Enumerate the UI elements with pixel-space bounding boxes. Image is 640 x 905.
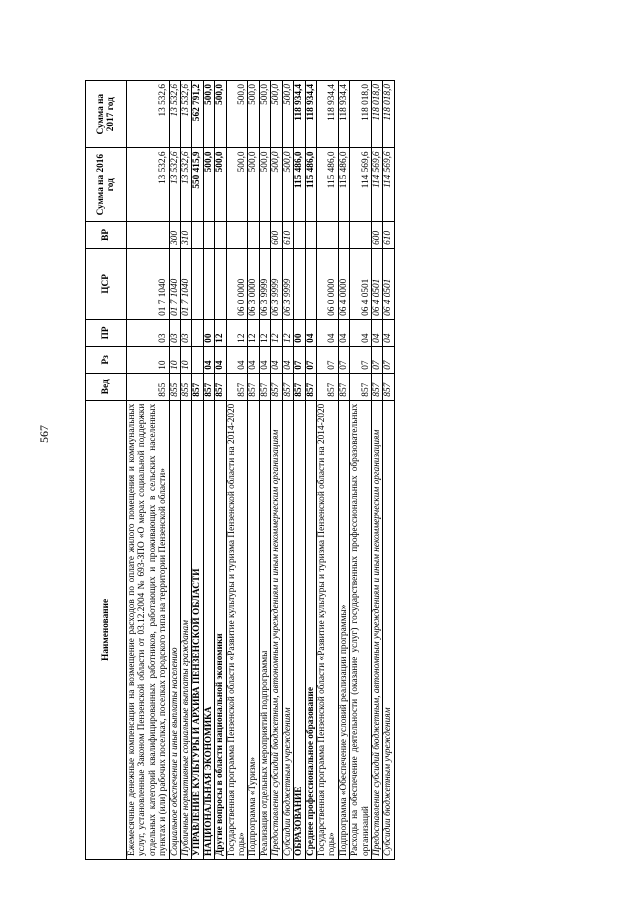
row-sum-2016: 115 486,0 — [294, 148, 305, 221]
row-rz: 04 — [282, 346, 293, 373]
table-row — [271, 81, 282, 860]
row-vr — [226, 221, 248, 248]
row-name: Государственная программа Пензенской области «Развитие культуры и туризма Пензенской области на 2014-2020 годы» — [226, 400, 248, 859]
row-vr — [259, 221, 270, 248]
row-csr: 06 0 0000 — [316, 248, 338, 319]
row-rz: 07 — [371, 346, 382, 373]
row-sum-2016: 13 532,6 — [181, 148, 192, 221]
row-sum-2016: 500,0 — [226, 148, 248, 221]
row-sum-2017: 500,0 — [203, 81, 214, 148]
row-ved: 857 — [338, 373, 349, 400]
row-pr: 00 — [294, 319, 305, 346]
row-csr — [215, 248, 226, 319]
row-rz: 10 — [169, 346, 180, 373]
budget-table-container — [85, 80, 555, 860]
row-sum-2016: 115 486,0 — [316, 148, 338, 221]
row-sum-2016: 13 532,6 — [127, 148, 170, 221]
row-name: УПРАВЛЕНИЕ КУЛЬТУРЫ И АРХИВА ПЕНЗЕНСКОЙ ОБЛАСТИ — [192, 400, 203, 859]
row-pr — [192, 319, 203, 346]
row-csr: 06 0 0000 — [226, 248, 248, 319]
row-name: Предоставление субсидий бюджетным, автономным учреждениям и иным некоммерческим организациям — [371, 400, 382, 859]
row-name: Реализация отдельных мероприятий подпрограммы — [259, 400, 270, 859]
row-csr: 06 3 9999 — [271, 248, 282, 319]
table-row — [203, 81, 214, 860]
row-sum-2016: 114 569,6 — [350, 148, 372, 221]
row-pr: 12 — [271, 319, 282, 346]
row-sum-2017: 500,0 — [271, 81, 282, 148]
row-sum-2016: 500,0 — [215, 148, 226, 221]
row-rz: 04 — [259, 346, 270, 373]
row-rz — [192, 346, 203, 373]
row-sum-2016: 115 486,0 — [338, 148, 349, 221]
row-sum-2017: 13 532,6 — [169, 81, 180, 148]
row-sum-2017: 118 018,0 — [350, 81, 372, 148]
row-ved: 857 — [248, 373, 259, 400]
row-pr: 04 — [338, 319, 349, 346]
table-row — [169, 81, 180, 860]
table-row — [350, 81, 372, 860]
table-row — [181, 81, 192, 860]
row-rz: 04 — [203, 346, 214, 373]
table-row — [226, 81, 248, 860]
row-csr: 01 7 1040 — [169, 248, 180, 319]
header-pr: ПР — [86, 319, 127, 346]
row-ved: 857 — [294, 373, 305, 400]
row-csr: 01 7 1040 — [127, 248, 170, 319]
row-ved: 857 — [192, 373, 203, 400]
header-csr: ЦСР — [86, 248, 127, 319]
row-sum-2017: 118 018,0 — [383, 81, 394, 148]
row-csr: 06 3 9999 — [282, 248, 293, 319]
row-ved: 857 — [383, 373, 394, 400]
row-rz: 10 — [127, 346, 170, 373]
table-body — [127, 81, 395, 860]
row-sum-2017: 118 018,0 — [371, 81, 382, 148]
row-pr: 00 — [203, 319, 214, 346]
header-sum-2017: Сумма на 2017 год — [86, 81, 127, 148]
row-sum-2016: 115 486,0 — [305, 148, 316, 221]
table-row — [294, 81, 305, 860]
row-vr — [338, 221, 349, 248]
row-vr — [305, 221, 316, 248]
row-sum-2017: 118 934,4 — [338, 81, 349, 148]
row-rz: 04 — [226, 346, 248, 373]
row-name: Государственная программа Пензенской области «Развитие культуры и туризма Пензенской области на 2014-2020 годы» — [316, 400, 338, 859]
row-csr: 06 3 9999 — [259, 248, 270, 319]
row-name: Предоставление субсидий бюджетным, автономным учреждениям и иным некоммерческим организациям — [271, 400, 282, 859]
row-csr — [305, 248, 316, 319]
row-name: Публичные нормативные социальные выплаты гражданам — [181, 400, 192, 859]
row-vr — [316, 221, 338, 248]
row-rz: 07 — [338, 346, 349, 373]
table-row — [248, 81, 259, 860]
table-row — [383, 81, 394, 860]
row-ved: 857 — [215, 373, 226, 400]
row-vr — [127, 221, 170, 248]
row-pr: 12 — [282, 319, 293, 346]
header-sum-2016: Сумма на 2016 год — [86, 148, 127, 221]
table-header-row — [86, 81, 127, 860]
row-vr: 610 — [383, 221, 394, 248]
row-ved: 855 — [169, 373, 180, 400]
row-sum-2016: 114 569,6 — [383, 148, 394, 221]
page-number: 567 — [37, 425, 51, 443]
row-csr: 01 7 1040 — [181, 248, 192, 319]
row-pr: 03 — [181, 319, 192, 346]
budget-table — [85, 80, 395, 860]
row-csr: 06 4 0501 — [383, 248, 394, 319]
row-pr: 03 — [169, 319, 180, 346]
row-ved: 857 — [271, 373, 282, 400]
table-row — [259, 81, 270, 860]
row-rz: 07 — [316, 346, 338, 373]
row-name: НАЦИОНАЛЬНАЯ ЭКОНОМИКА — [203, 400, 214, 859]
row-pr: 03 — [127, 319, 170, 346]
row-vr — [215, 221, 226, 248]
row-sum-2016: 500,0 — [271, 148, 282, 221]
row-ved: 857 — [305, 373, 316, 400]
row-sum-2016: 500,0 — [282, 148, 293, 221]
row-vr: 310 — [181, 221, 192, 248]
row-vr: 300 — [169, 221, 180, 248]
row-sum-2017: 500,0 — [248, 81, 259, 148]
row-csr — [294, 248, 305, 319]
row-vr — [294, 221, 305, 248]
row-csr: 06 4 0501 — [371, 248, 382, 319]
row-csr — [203, 248, 214, 319]
row-name: Расходы на обеспечение деятельности (оказание услуг) государственных профессиональных образовательных организаций — [350, 400, 372, 859]
row-pr: 04 — [350, 319, 372, 346]
row-pr: 12 — [259, 319, 270, 346]
row-ved: 857 — [316, 373, 338, 400]
table-row — [316, 81, 338, 860]
row-csr: 06 4 0000 — [338, 248, 349, 319]
row-pr: 12 — [226, 319, 248, 346]
row-vr — [192, 221, 203, 248]
row-vr — [203, 221, 214, 248]
row-vr — [248, 221, 259, 248]
row-pr: 04 — [305, 319, 316, 346]
row-ved: 857 — [226, 373, 248, 400]
row-rz: 07 — [350, 346, 372, 373]
row-sum-2017: 562 791,2 — [192, 81, 203, 148]
row-name: Другие вопросы в области национальной экономики — [215, 400, 226, 859]
row-csr: 06 3 0000 — [248, 248, 259, 319]
row-sum-2017: 500,0 — [282, 81, 293, 148]
table-row — [371, 81, 382, 860]
header-ved: Вед — [86, 373, 127, 400]
row-csr: 06 4 0501 — [350, 248, 372, 319]
row-name: ОБРАЗОВАНИЕ — [294, 400, 305, 859]
table-row — [127, 81, 170, 860]
row-rz: 04 — [248, 346, 259, 373]
row-ved: 855 — [127, 373, 170, 400]
table-row — [192, 81, 203, 860]
row-ved: 857 — [350, 373, 372, 400]
row-ved: 855 — [181, 373, 192, 400]
row-sum-2017: 500,0 — [226, 81, 248, 148]
row-vr: 600 — [271, 221, 282, 248]
header-name: Наименование — [86, 400, 127, 859]
row-name: Субсидии бюджетным учреждениям — [383, 400, 394, 859]
row-vr: 610 — [282, 221, 293, 248]
header-vr: ВР — [86, 221, 127, 248]
row-name: Социальное обеспечение и иные выплаты населению — [169, 400, 180, 859]
row-sum-2016: 550 415,9 — [192, 148, 203, 221]
row-ved: 857 — [282, 373, 293, 400]
row-pr: 12 — [248, 319, 259, 346]
row-ved: 857 — [371, 373, 382, 400]
row-sum-2017: 118 934,4 — [305, 81, 316, 148]
row-sum-2017: 118 934,4 — [294, 81, 305, 148]
row-sum-2017: 118 934,4 — [316, 81, 338, 148]
row-sum-2016: 114 569,6 — [371, 148, 382, 221]
row-ved: 857 — [259, 373, 270, 400]
table-row — [215, 81, 226, 860]
row-sum-2017: 500,0 — [215, 81, 226, 148]
row-sum-2016: 500,0 — [248, 148, 259, 221]
row-pr: 04 — [383, 319, 394, 346]
row-pr: 12 — [215, 319, 226, 346]
row-ved: 857 — [203, 373, 214, 400]
row-csr — [192, 248, 203, 319]
row-name: Подпрограмма «Обеспечение условий реализации программы» — [338, 400, 349, 859]
table-row — [305, 81, 316, 860]
row-sum-2017: 13 532,6 — [127, 81, 170, 148]
row-sum-2017: 500,0 — [259, 81, 270, 148]
row-name: Ежемесячные денежные компенсации на возмещение расходов по оплате жилого помещения и коммунальных услуг, установленные Законом Пензенской области от 03.12.2004 № 693-ЗПО «О мерах социальной поддержки отдельных категорий квалифицированных работников, работающих и проживающих в сельских населенных пунктах и (или) рабочих поселках, поселках городского типа на территории Пензенской области» — [127, 400, 170, 859]
row-pr: 04 — [371, 319, 382, 346]
row-sum-2016: 500,0 — [259, 148, 270, 221]
row-sum-2017: 13 532,6 — [181, 81, 192, 148]
row-vr — [350, 221, 372, 248]
row-pr: 04 — [316, 319, 338, 346]
row-rz: 07 — [383, 346, 394, 373]
row-rz: 10 — [181, 346, 192, 373]
row-name: Подпрограмма «Туризм» — [248, 400, 259, 859]
table-row — [282, 81, 293, 860]
row-rz: 04 — [271, 346, 282, 373]
row-rz: 07 — [294, 346, 305, 373]
table-row — [338, 81, 349, 860]
row-rz: 07 — [305, 346, 316, 373]
row-name: Среднее профессиональное образование — [305, 400, 316, 859]
row-name: Субсидии бюджетным учреждениям — [282, 400, 293, 859]
header-rz: Рз — [86, 346, 127, 373]
row-rz: 04 — [215, 346, 226, 373]
row-sum-2016: 13 532,6 — [169, 148, 180, 221]
row-sum-2016: 500,0 — [203, 148, 214, 221]
row-vr: 600 — [371, 221, 382, 248]
